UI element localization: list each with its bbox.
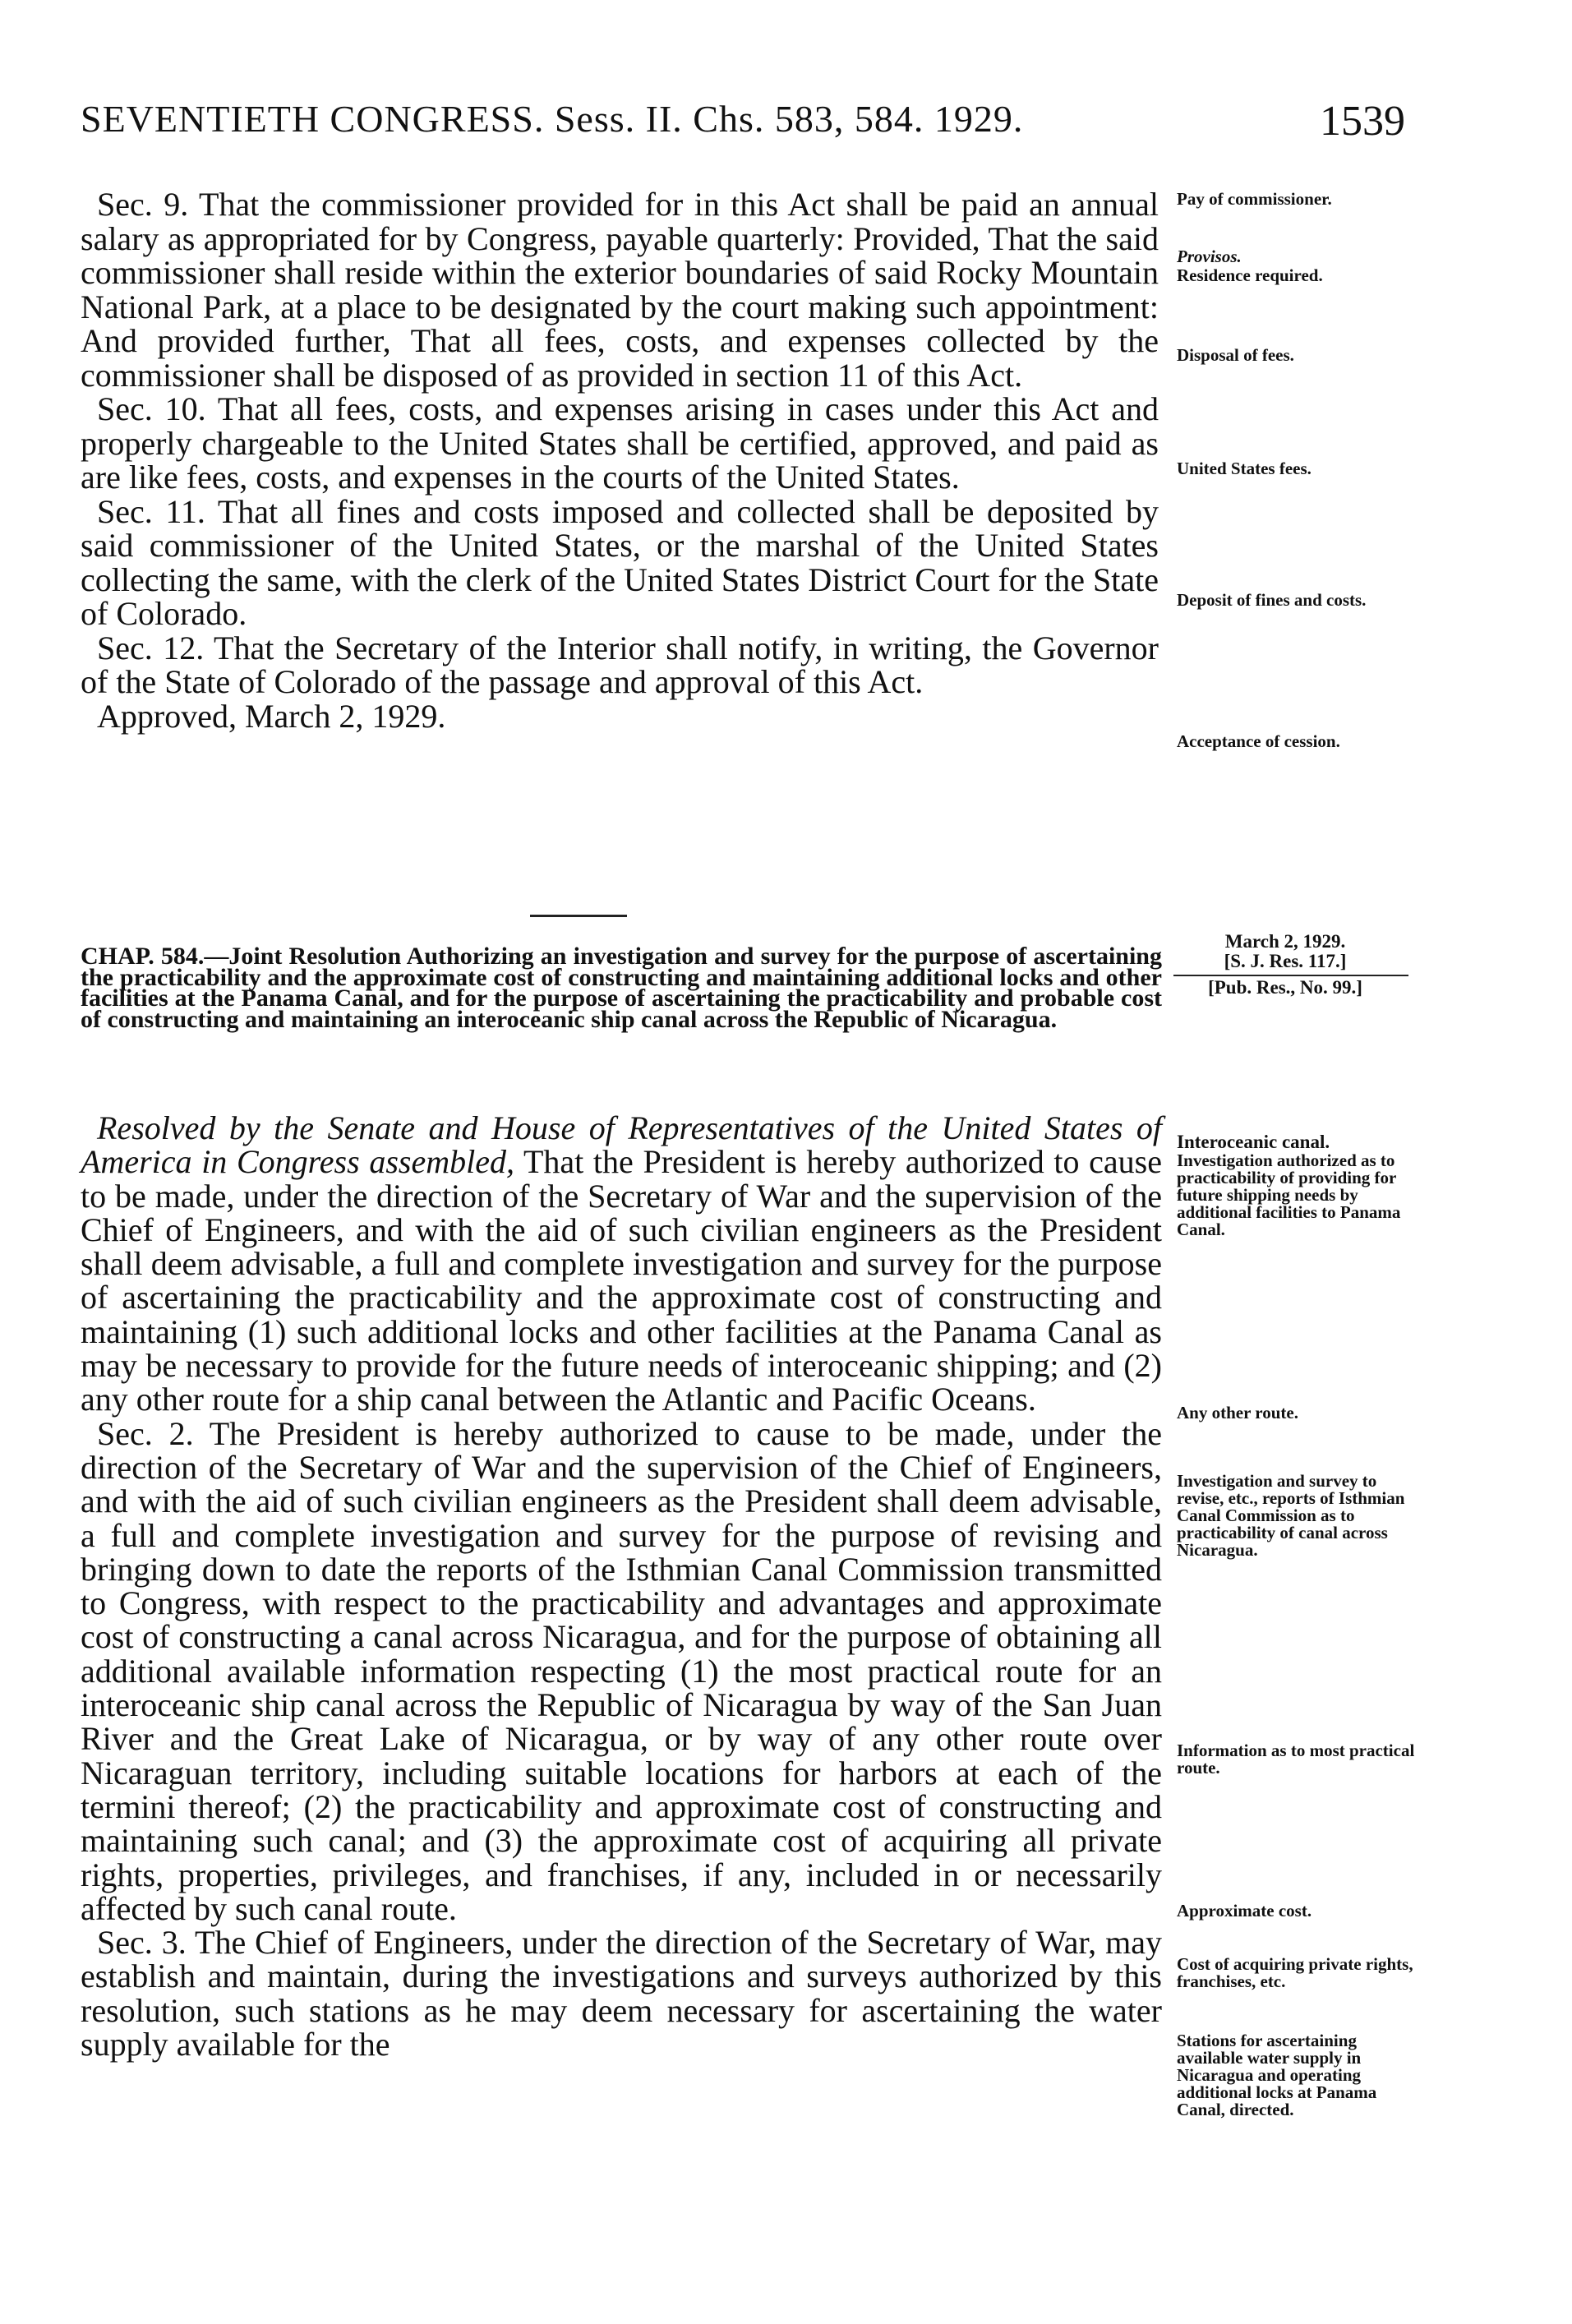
header-title: SEVENTIETH CONGRESS. Sess. II. Chs. 583, 584. 1929. <box>81 98 1024 140</box>
sidenote-any-other-route: Any other route. <box>1177 1403 1298 1423</box>
resolution-section-1: That the President is hereby authorized to cause to be made, under the direction of the Secretary of War and the supervision of the Chief of Engineers, and with the aid of such civilian engineers as the President shall deem advisable, a full and complete investigation and survey for the purpose of ascertaining the practicability and the approximate cost of constructing and maintaining (1) such additional locks and other facilities at the Panama Canal as may be necessary to provide for the future needs of interoceanic shipping; and (2) any other route for a ship canal between the Atlantic and Pacific Oceans. <box>81 1143 1163 1418</box>
resolution-paragraph-1 <box>81 1111 1162 1417</box>
sidenote-residence: Residence required. <box>1177 265 1323 285</box>
joint-resolution-text <box>81 1111 1162 2061</box>
sidenote-us-fees: United States fees. <box>1177 459 1312 478</box>
section-9: Sec. 9. That the commissioner provided for in this Act shall be paid an annual salary as appropriated for by Congress, payable quarterly: Provided, That the said commissioner shall reside within the exterior boundaries of said Rocky Mountain National Park, at a place to be designated by the court making such appointment: And provided further, That all fees, costs, and expenses collected by the commissioner shall be disposed of as provided in section 11 of this Act. <box>81 186 1159 394</box>
resolution-section-3: Sec. 3. The Chief of Engineers, under the direction of the Secretary of War, may establish and maintain, during the investigations and surveys authorized by this resolution, such stations as he may deem necessary for ascertaining the water supply available for the <box>81 1924 1162 2063</box>
chapter-heading: CHAP. 584.—Joint Resolution Authorizing an investigation and survey for the purpose of ascertaining the practicability and the approximate cost of constructing and maintaining additional locks and other facilities at the Panama Canal, and for the purpose of ascertaining the practicability and probable cost of constructing and maintaining an interoceanic ship canal across the Republic of Nicaragua. <box>81 943 1162 1033</box>
sidenote-pay: Pay of commissioner. <box>1177 189 1332 209</box>
approval-line: Approved, March 2, 1929. <box>97 697 446 735</box>
senate-joint-resolution: [S. J. Res. 117.] <box>1224 951 1347 971</box>
public-resolution-number: [Pub. Res., No. 99.] <box>1208 977 1362 998</box>
resolution-section-2: Sec. 2. The President is hereby authorized to cause to be made, under the direction of the Secretary of War and the supervision of the Chief of Engineers, and with the aid of such civilian engineers as the President shall deem advisable, a full and complete investigation and survey for the purpose of revising and bringing down to date the reports of the Isthmian Canal Commission transmitted to Congress, with respect to the practicability and advantages and approximate cost of constructing a canal across Nicaragua, and for the purpose of obtaining all additional available information respecting (1) the most practical route for an interoceanic ship canal across the Republic of Nicaragua by way of the San Juan River and the Great Lake of Nicaragua, or by way of any other route over Nicaraguan territory, including suitable locations for harbors at each of the termini thereof; (2) the practicability and approximate cost of constructing and maintaining such canal; and (3) the approximate cost of acquiring all private rights, properties, privileges, and franchises, if any, included in or necessarily affected by such canal route. <box>81 1414 1162 1927</box>
page-number: 1539 <box>1320 98 1405 145</box>
sidenote-cost-acquiring: Cost of acquiring private rights, franchises, etc. <box>1177 1954 1413 1991</box>
sidenote-deposit: Deposit of fines and costs. <box>1177 590 1367 610</box>
sidenote-disposal: Disposal of fees. <box>1177 345 1294 365</box>
sidenote-stations: Stations for ascertaining available water supply in Nicaragua and operating additional locks at Panama Canal, directed. <box>1177 2031 1377 2119</box>
sidenote-interoceanic-canal: Interoceanic canal. <box>1177 1132 1330 1152</box>
sidenote-provisos: Provisos. <box>1177 247 1242 266</box>
running-header <box>81 97 1405 146</box>
sidenote-acceptance: Acceptance of cession. <box>1177 731 1340 751</box>
meta-divider <box>1173 975 1408 976</box>
sidenote-approximate-cost: Approximate cost. <box>1177 1901 1312 1921</box>
sidenote-investigation-authorized: Investigation authorized as to practicability of providing for future shipping needs by additional facilities to Panama Canal. <box>1177 1150 1401 1239</box>
section-10: Sec. 10. That all fees, costs, and expenses arising in cases under this Act and properly chargeable to the United States shall be certified, approved, and paid as are like fees, costs, and expenses in the courts of the United States. <box>81 390 1159 496</box>
sidenote-information-route: Information as to most practical route. <box>1177 1741 1415 1778</box>
section-12: Sec. 12. That the Secretary of the Interior shall notify, in writing, the Governor of the State of Colorado of the passage and approval of this Act. <box>81 629 1159 700</box>
act-sections <box>81 187 1159 733</box>
section-divider <box>530 915 627 917</box>
section-11: Sec. 11. That all fines and costs imposed and collected shall be deposited by said commissioner of the United States, or the marshal of the United States collecting the same, with the clerk of the United States District Court for the State of Colorado. <box>81 492 1159 632</box>
approval-date: March 2, 1929. <box>1224 931 1346 952</box>
sidenote-revise-reports: Investigation and survey to revise, etc., reports of Isthmian Canal Commission as to practicability of canal across Nicaragua. <box>1177 1471 1405 1560</box>
enacting-clause: Resolved by the Senate and House of Representatives of the United States of America in Congress assembled, <box>81 1109 1162 1181</box>
